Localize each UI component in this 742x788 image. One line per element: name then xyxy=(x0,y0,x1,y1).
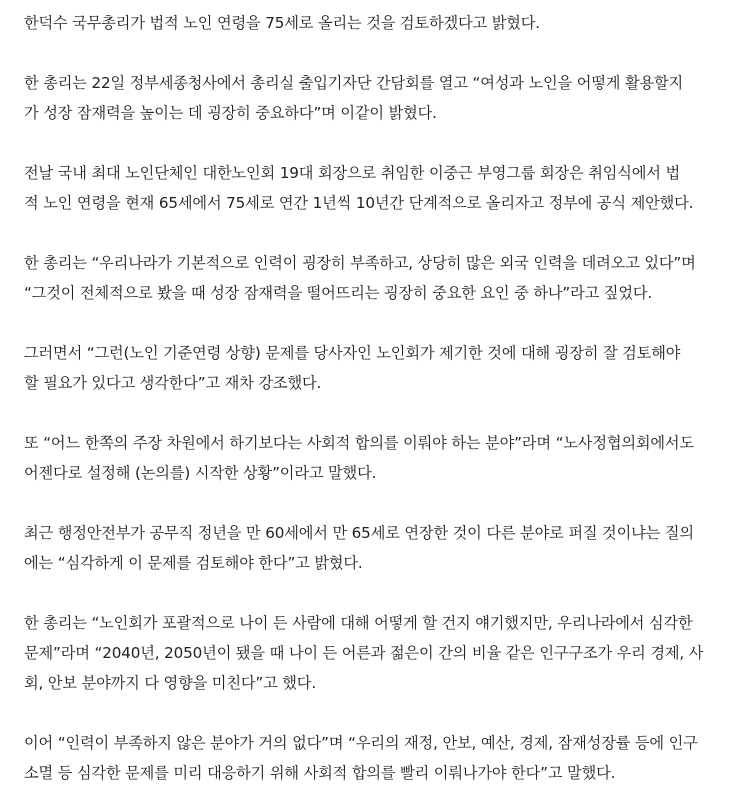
article-paragraph-3: 전날 국내 최대 노인단체인 대한노인회 19대 회장으로 취임한 이중근 부영그룹 회장은 취임식에서 법 적 노인 연령을 현재 65세에서 75세로 연간 1년씩 10년간 단계적으로 올리자고 정부에 공식 제안했다. xyxy=(24,164,694,212)
article-paragraph-8: 한 총리는 “노인회가 포괄적으로 나이 든 사람에 대해 어떻게 할 건지 얘기했지만, 우리나라에서 심각한 문제”라며 “2040년, 2050년이 됐을 때 나이 든 어른과 젊은이 간의 비율 같은 인구구조가 우리 경제, 사 회, 안보 분야까지 다 영향을 미친다”고 했다. xyxy=(24,614,704,692)
article-paragraph-2: 한 총리는 22일 정부세종청사에서 총리실 출입기자단 간담회를 열고 “여성과 노인을 어떻게 활용할지 가 성장 잠재력을 높이는 데 굉장히 중요하다”며 이같이 밝혔다. xyxy=(24,74,684,122)
article-body xyxy=(24,0,724,788)
article-paragraph-9: 이어 “인력이 부족하지 않은 분야가 거의 없다”며 “우리의 재정, 안보, 예산, 경제, 잠재성장률 등에 인구 소멸 등 심각한 문제를 미리 대응하기 위해 사회적 합의를 빨리 이뤄나가야 한다”고 말했다. xyxy=(24,734,698,782)
article-paragraph-6: 또 “어느 한쪽의 주장 차원에서 하기보다는 사회적 합의를 이뤄야 하는 분야”라며 “노사정협의회에서도 어젠다로 설정해 (논의를) 시작한 상황”이라고 말했다. xyxy=(24,434,694,482)
article-paragraph-5: 그러면서 “그런(노인 기준연령 상향) 문제를 당사자인 노인회가 제기한 것에 대해 굉장히 잘 검토해야 할 필요가 있다고 생각한다”고 재차 강조했다. xyxy=(24,344,681,392)
article-paragraph-4: 한 총리는 “우리나라가 기본적으로 인력이 굉장히 부족하고, 상당히 많은 외국 인력을 데려오고 있다”며 “그것이 전체적으로 봤을 때 성장 잠재력을 떨어뜨리는 굉장히 중요한 요인 중 하나”라고 짚었다. xyxy=(24,254,696,302)
article-paragraph-7: 최근 행정안전부가 공무직 정년을 만 60세에서 만 65세로 연장한 것이 다른 분야로 퍼질 것이냐는 질의 에는 “심각하게 이 문제를 검토해야 한다”고 밝혔다. xyxy=(24,524,694,572)
article-paragraph-1: 한덕수 국무총리가 법적 노인 연령을 75세로 올리는 것을 검토하겠다고 밝혔다. xyxy=(24,14,540,32)
